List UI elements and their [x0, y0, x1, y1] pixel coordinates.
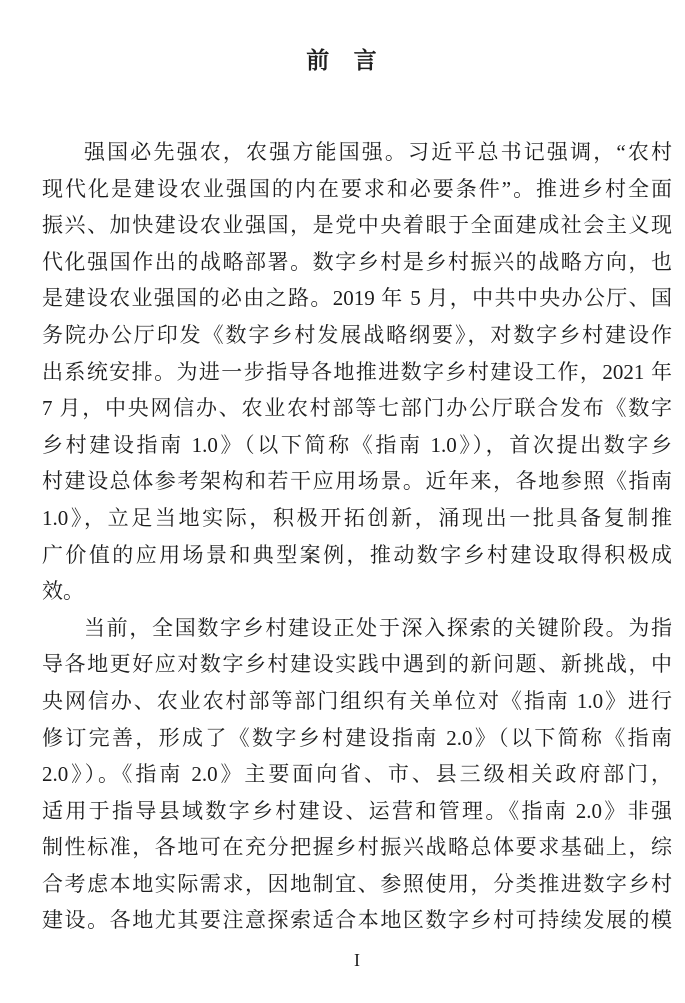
- text-line: 7 月，中央网信办、农业农村部等七部门办公厅联合发布《数字: [42, 396, 672, 421]
- text-line: 央网信办、农业农村部等部门组织有关单位对《指南 1.0》进行: [42, 688, 672, 713]
- text-line: 效。: [42, 579, 84, 604]
- text-line: 代化强国作出的战略部署。数字乡村是乡村振兴的战略方向，也: [42, 249, 672, 274]
- page-title: 前 言: [306, 47, 379, 73]
- page-number: I: [354, 950, 360, 970]
- text-line: 是建设农业强国的必由之路。2019 年 5 月，中共中央办公厅、国: [42, 286, 672, 311]
- body-text: [42, 134, 672, 939]
- text-line: 制性标准，各地可在充分把握乡村振兴战略总体要求基础上，综: [42, 835, 672, 860]
- text-line: 强国必先强农，农强方能国强。习近平总书记强调，“农村: [84, 140, 672, 164]
- text-line: 出系统安排。为进一步指导各地推进数字乡村建设工作，2021 年: [42, 359, 672, 384]
- text-line: 现代化是建设农业强国的内在要求和必要条件”。推进乡村全面: [42, 176, 672, 201]
- text-line: 1.0》，立足当地实际，积极开拓创新，涌现出一批具备复制推: [42, 505, 672, 530]
- text-line: 适用于指导县域数字乡村建设、运营和管理。《指南 2.0》非强: [42, 798, 672, 823]
- text-line: 振兴、加快建设农业强国，是党中央着眼于全面建成社会主义现: [42, 213, 672, 238]
- text-line: 修订完善，形成了《数字乡村建设指南 2.0》（以下简称《指南: [42, 725, 672, 750]
- text-line: 务院办公厅印发《数字乡村发展战略纲要》，对数字乡村建设作: [42, 322, 672, 347]
- text-line: 2.0》）。《指南 2.0》主要面向省、市、县三级相关政府部门，: [42, 762, 672, 787]
- text-line: 当前，全国数字乡村建设正处于深入探索的关键阶段。为指: [84, 615, 672, 640]
- text-line: 导各地更好应对数字乡村建设实践中遇到的新问题、新挑战，中: [42, 652, 672, 677]
- text-line: 乡村建设指南 1.0》（以下简称《指南 1.0》），首次提出数字乡: [42, 432, 672, 457]
- text-line: 建设。各地尤其要注意探索适合本地区数字乡村可持续发展的模: [42, 908, 672, 933]
- text-line: 村建设总体参考架构和若干应用场景。近年来，各地参照《指南: [42, 469, 672, 494]
- text-line: 合考虑本地实际需求，因地制宜、参照使用，分类推进数字乡村: [42, 871, 672, 896]
- text-line: 广价值的应用场景和典型案例，推动数字乡村建设取得积极成: [42, 542, 672, 567]
